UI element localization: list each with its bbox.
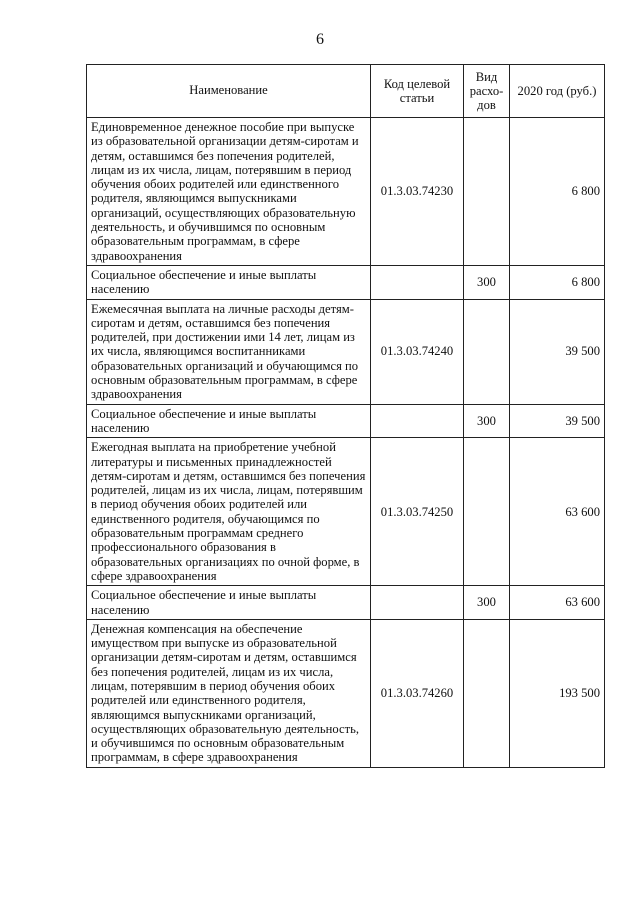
row-amount: 6 800 <box>510 118 605 266</box>
table-row <box>87 404 605 438</box>
table-header-row <box>87 65 605 118</box>
header-amount-2020: 2020 год (руб.) <box>510 65 605 118</box>
row-amount: 39 500 <box>510 404 605 438</box>
row-expense-type: 300 <box>464 586 510 620</box>
row-code: 01.3.03.74260 <box>371 619 464 767</box>
row-name: Денежная компенсация на обеспечение имуществом при выпуске из образовательной организации детям-сиротам и детям, оставшимся без попечения родителей, лицам из их числа, лицам, потерявшим в период обучения обоих родителей или единственного родителя, являющимся выпускниками организаций, осуществляющих образовательную деятельность, и обучившимся по основным образовательным программам, в сфере здравоохранения <box>87 619 371 767</box>
row-code <box>371 404 464 438</box>
row-name: Социальное обеспечение и иные выплаты населению <box>87 586 371 620</box>
table-row <box>87 265 605 299</box>
table-row <box>87 586 605 620</box>
table-row <box>87 118 605 266</box>
row-expense-type <box>464 438 510 586</box>
row-expense-type <box>464 619 510 767</box>
row-code: 01.3.03.74230 <box>371 118 464 266</box>
row-amount: 193 500 <box>510 619 605 767</box>
row-amount: 63 600 <box>510 438 605 586</box>
row-expense-type: 300 <box>464 265 510 299</box>
row-expense-type <box>464 299 510 404</box>
page-number: 6 <box>316 31 324 48</box>
row-name: Социальное обеспечение и иные выплаты населению <box>87 265 371 299</box>
header-expense-type: Вид расхо-дов <box>464 65 510 118</box>
row-code: 01.3.03.74250 <box>371 438 464 586</box>
row-name: Единовременное денежное пособие при выпуске из образовательной организации детям-сиротам и детям, оставшимся без попечения родителей, лицам из их числа, лицам, потерявшим в период обучения обоих родителей или единственного родителя, являющимся выпускниками организаций, осуществляющих образовательную деятельность, и обучившимся по основным образовательным программам, в сфере здравоохранения <box>87 118 371 266</box>
table-row <box>87 619 605 767</box>
row-amount: 63 600 <box>510 586 605 620</box>
row-code <box>371 265 464 299</box>
row-amount: 6 800 <box>510 265 605 299</box>
row-code: 01.3.03.74240 <box>371 299 464 404</box>
header-name: Наименование <box>87 65 371 118</box>
row-amount: 39 500 <box>510 299 605 404</box>
header-code: Код целевой статьи <box>371 65 464 118</box>
row-name: Ежегодная выплата на приобретение учебной литературы и письменных принадлежностей детям-сиротам и детям, оставшимся без попечения родителей, лицам из их числа, лицам, потерявшим в период обучения обоих родителей или единственного родителя, обучающимся по образовательным программам среднего профессионального образования в образовательных организациях по очной форме, в сфере здравоохранения <box>87 438 371 586</box>
row-code <box>371 586 464 620</box>
row-name: Социальное обеспечение и иные выплаты населению <box>87 404 371 438</box>
budget-table <box>86 64 605 768</box>
row-expense-type <box>464 118 510 266</box>
table-row <box>87 438 605 586</box>
table-row <box>87 299 605 404</box>
row-name: Ежемесячная выплата на личные расходы детям-сиротам и детям, оставшимся без попечения родителей, при достижении ими 14 лет, лицам из их числа, являющимся воспитанниками образовательных организаций и обучающимся по основным образовательным программам, в сфере здравоохранения <box>87 299 371 404</box>
row-expense-type: 300 <box>464 404 510 438</box>
